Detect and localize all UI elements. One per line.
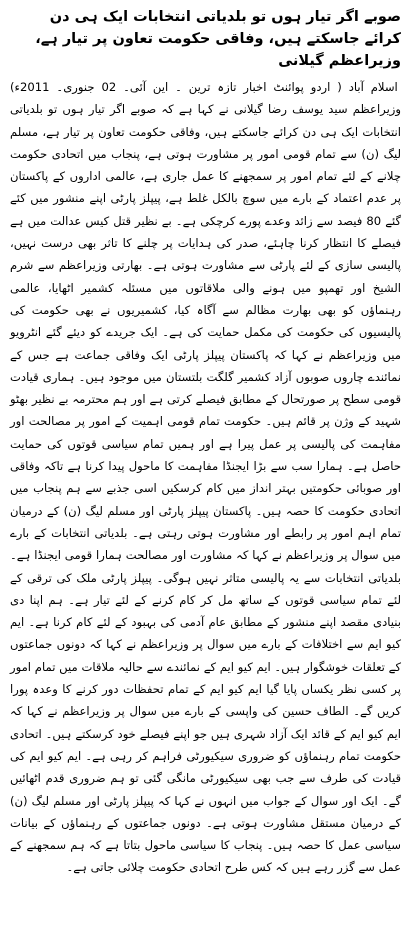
article-paragraph: وزیراعظم سید یوسف رضا گیلانی نے کہا ہے کہ صوبے اگر تیار ہوں تو بلدیاتی انتخابات ایک ہی دن کرائے جاسکتے ہیں، وفاقی حکومت تعاون پر تیار ہے، مسلم لیگ (ن) سے تمام قومی امور پر مشاورت ہوتی ہے، پنجاب میں اتحادی حکومت چلانے کے لئے تمام امور پر سمجھنے کا عمل جاری ہے، عالمی اداروں کے پاکستان پر عدم اعتماد کے بارے میں سوچ بالکل غلط ہے، پیپلز پارٹی اپنے منشور میں کئے گئے 80 فیصد سے زائد وعدے پورے کرچکی ہے۔ بے نظیر قتل کیس عدالت میں ہے فیصلے کا انتظار کرنا چاہئے، صدر کی ہدایات پر چلنے کا تاثر بھی درست نہیں، پالیسی سازی کے لئے پارٹی سے مشاورت ہوتی ہے۔ بھارتی وزیراعظم سے شرم الشیخ اور تھمپو میں ہونے والی ملاقاتوں میں مسئلہ کشمیر اٹھایا، عالمی رہنماؤں کو بھی بھارت مظالم سے آگاہ کیا، کشمیریوں نے بھی حکومت کی پالیسیوں کی حکومت کی مکمل حمایت کی ہے۔ [10,102,402,340]
article-paragraph: ایم کیو ایم سے اختلافات کے بارے میں سوال پر وزیراعظم نے کہا کہ دونوں جماعتوں کے تعلقات خوشگوار ہیں۔ ایم کیو ایم کے نمائندے سے حالیہ ملاقات میں تمام امور پر کسی نظر یکساں پایا گیا ایم کیو ایم کے تمام تحفظات دور کرنے کا وعدہ پورا کریں گے۔ الطاف حسین کی واپسی کے بارے میں سوال پر وزیراعظم نے کہا کہ ایم کیو ایم کے قائد ایک آزاد شہری ہیں جو اپنے فیصلے خود کرسکتے ہیں۔ اتحادی حکومت تمام رہنماؤں کو ضروری سیکیورٹی فراہم کر رہی ہے۔ ایم کیو ایم کی قیادت کی طرف سے جب بھی سیکیورٹی مانگی گئی تو ہم ضروری قدم اٹھائیں گے۔ [10,615,401,808]
article-paragraph: پاکستان پیپلز پارٹی اور مسلم لیگ (ن) کے درمیان تمام اہم امور پر رابطے اور مشاورت ہوتی رہتی ہے۔ بلدیاتی انتخابات کے بارے میں سوال پر وزیراعظم نے کہا کہ مشاورت اور مصالحت ہمارا قومی ایجنڈا ہے۔ بلدیاتی انتخابات سے یہ پالیسی متاثر نہیں ہوگی۔ پیپلز پارٹی ملک کی ترقی کے لئے تمام سیاسی قوتوں کے ساتھ مل کر کام کرنے کے لئے تیار ہے۔ ہم اپنا دی بنیادی مقصد اپنے منشور کے مطابق عام آدمی کی بہبود کے لئے کام کرنا ہے۔ [10,503,401,630]
article-headline: صوبے اگر تیار ہوں تو بلدیاتی انتخابات ایک ہی دن کرائے جاسکتے ہیں، وفاقی حکومت تعاون پر تیار ہے، وزیراعظم گیلانی [35,9,401,69]
article-dateline: اسلام آباد ( اردو پوائنٹ اخبار تازہ ترین ۔ این آئی۔ 02 جنوری۔ 2011ء) [10,80,398,94]
article-paragraph: ایک اور سوال کے جواب میں انہوں نے کہا کہ پیپلز پارٹی اور مسلم لیگ (ن) کے درمیان مستقل مشاورت ہوتی ہے۔ دونوں جماعتوں کے رہنماؤں کے بیانات سیاسی عمل کا حصہ ہیں۔ پنجاب کا سیاسی ماحول بتاتا ہے کہ ہم سمجھنے کے عمل سے گزر رہے ہیں کہ کس طرح اتحادی حکومت چلائی جاتی ہے۔ [10,793,401,875]
article-paragraph: ایک جریدے کو دیئے گئے انٹرویو میں وزیراعظم نے کہا کہ پاکستان پیپلز پارٹی ایک وفاقی جماعت ہے جس کے نمائندے چاروں صوبوں آزاد کشمیر گلگت بلتستان میں موجود ہیں۔ ہماری قیادت قومی سطح پر صورتحال کے مطابق فیصلے کرتی ہے اور ہم محترمہ بے نظیر بھٹو شہید کے وژن پر قائم ہیں۔ حکومت تمام قومی اہمیت کے امور پر مصالحت اور مفاہمت کی پالیسی پر عمل پیرا ہے اور ہمیں تمام سیاسی قوتوں کی حمایت حاصل ہے۔ ہمارا سب سے بڑا ایجنڈا مفاہمت کا ماحول پیدا کرنا ہے تاکہ وفاقی اور صوبائی حکومتیں بہتر انداز میں کام کرسکیں اسی جذبے سے ہم پنجاب میں اتحادی حکومت کا حصہ ہیں۔ [10,325,401,518]
article-body [10,76,401,879]
